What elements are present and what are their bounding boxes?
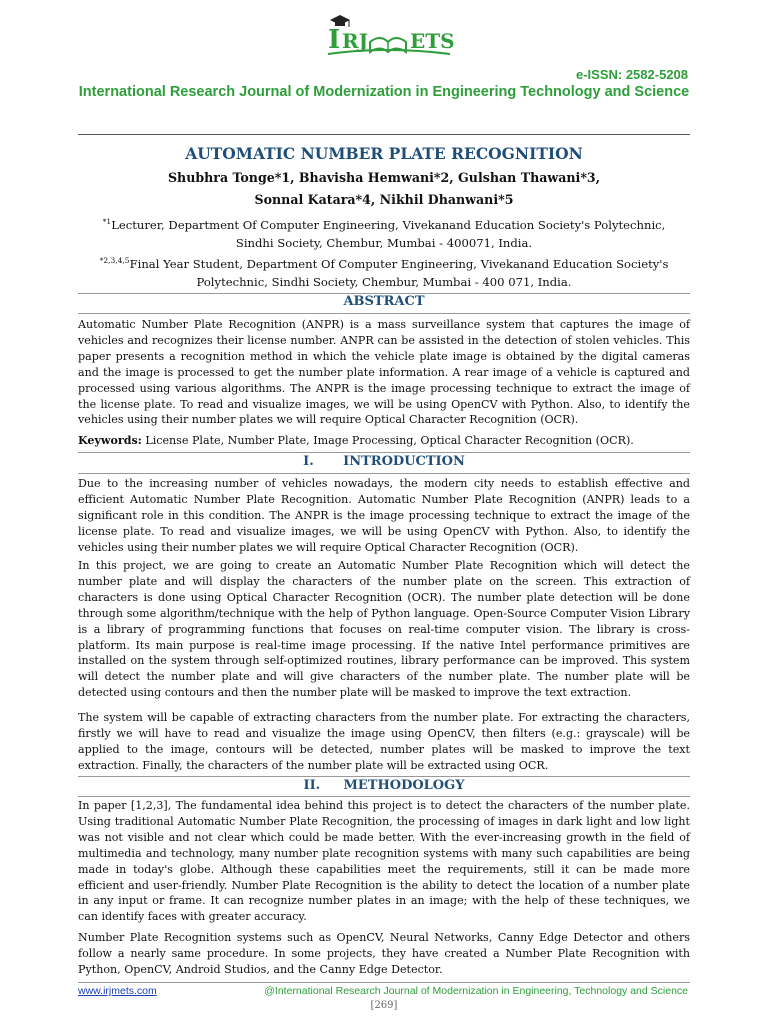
paper-title: AUTOMATIC NUMBER PLATE RECOGNITION	[185, 144, 583, 163]
method-paragraph-1: In paper [1,2,3], The fundamental idea behind this project is to detect the characters of the number plate. Using traditional Automatic Number Plate Recognition, the processing of images in dark light and low light was not visible and not clear which could be made better. With the ever-increasing growth in the field of multimedia and technology, many number plate recognition systems with many such capabilities are being made in today's globe. Although these capabilities meet the requirements, still it can be made more efficient and user-friendly. Number Plate Recognition is the ability to detect the location of a number plate in any input or frame. It can recognize number plates in an image; with the help of these techniques, we can identify faces with greater accuracy.	[78, 799, 690, 924]
abstract-text: Automatic Number Plate Recognition (ANPR) is a mass surveillance system that captures the image of vehicles and recognizes their license number. ANPR can be assisted in the detection of stolen vehicles. This paper presents a recognition method in which the vehicle plate image is obtained by the digital cameras and the image is processed to get the number plate information. A rear image of a vehicle is captured and processed using various algorithms. The ANPR is the image processing technique to extract the image of the license plate. To read and visualize images, we will be using OpenCV with Python. Also, to identify the vehicles using their number plates we will require Optical Character Recognition (OCR).	[78, 318, 690, 427]
journal-logo	[318, 12, 458, 60]
method-title: METHODOLOGY	[343, 778, 465, 793]
method-rule-top	[78, 776, 690, 777]
abstract-heading-rule	[78, 313, 690, 314]
method-heading	[0, 778, 768, 793]
authors-line-1: Shubhra Tonge*1, Bhavisha Hemwani*2, Gulshan Thawani*3,	[167, 170, 601, 185]
footer-divider	[78, 982, 690, 983]
keywords	[78, 433, 690, 449]
keywords-label: Keywords:	[78, 434, 142, 447]
affiliation-1-line-2: Sindhi Society, Chembur, Mumbai - 400071, India.	[235, 235, 533, 250]
authors-line-2: Sonnal Katara*4, Nikhil Dhanwani*5	[254, 192, 514, 207]
affiliation-2-line-1: Final Year Student, Department Of Computer Engineering, Vivekanand Education Society's	[129, 256, 669, 271]
intro-paragraph-2: In this project, we are going to create an Automatic Number Plate Recognition which will detect the number plate and will display the characters of the number plate on the screen. This extraction of characters is done using Optical Character Recognition (OCR). The number plate detection will be done through some algorithm/technique with the help of Python language. Open-Source Computer Vision Library is a library of programming functions that focuses on real-time computer vision. The library is cross-platform. Its main purpose is real-time image processing. If the native Intel performance primitives are installed on the system through self-optimized routines, library performance can be improved. This system will detect the number plate and will give characters of the number plate. The number plate will be detected using contours and then the number plate will be masked to improve the text extraction.	[78, 559, 690, 700]
method-number: II.	[303, 778, 321, 793]
intro-rule-bottom	[78, 473, 690, 474]
svg-text:RJ: RJ	[342, 29, 369, 53]
affiliation-2-line-2: Polytechnic, Sindhi Society, Chembur, Mumbai - 400 071, India.	[196, 274, 572, 289]
affiliation-1-marker: *1	[102, 217, 112, 226]
intro-number: I.	[303, 454, 314, 469]
affiliation-1-line-1: Lecturer, Department Of Computer Engineering, Vivekanand Education Society's Polytechnic,	[111, 217, 666, 232]
page-number: [269]	[370, 1000, 398, 1011]
svg-text:ETS: ETS	[410, 29, 455, 53]
intro-paragraph-3: The system will be capable of extracting characters from the number plate. For extracting the characters, firstly we will have to read and visualize the image using OpenCV, then filters (e.g.: grayscale) will be applied to the image, contours will be detected, number plates will be masked to improve the text extraction. Finally, the characters of the number plate will be extracted using OCR.	[78, 711, 690, 772]
footer-copyright: @International Research Journal of Modernization in Engineering, Technology and Science	[264, 985, 688, 997]
header-divider	[78, 134, 690, 135]
affiliation-1	[0, 213, 768, 252]
intro-heading	[0, 454, 768, 469]
intro-rule-top	[78, 452, 690, 453]
abstract-heading: ABSTRACT	[343, 294, 425, 309]
svg-text:I: I	[328, 25, 341, 55]
method-rule-bottom	[78, 796, 690, 797]
intro-paragraph-1: Due to the increasing number of vehicles nowadays, the modern city needs to establish effective and efficient Automatic Number Plate Recognition. Automatic Number Plate Recognition (ANPR) leads to a significant role in this condition. The ANPR is the image processing technique to extract the image of the license plate. To read and visualize images, we will be using OpenCV with Python. Also, to identify the vehicles using their number plates we will require Optical Character Recognition (OCR).	[78, 477, 690, 554]
intro-title: INTRODUCTION	[343, 454, 465, 469]
affiliation-2	[0, 252, 768, 291]
issn: e-ISSN: 2582-5208	[575, 67, 688, 82]
footer-url-link[interactable]: www.irjmets.com	[78, 985, 157, 997]
method-paragraph-2: Number Plate Recognition systems such as OpenCV, Neural Networks, Canny Edge Detector and others follow a nearly same procedure. In some projects, they have created a Number Plate Recognition with Python, OpenCV, Android Studios, and the Canny Edge Detector.	[78, 931, 690, 976]
affiliation-2-marker: *2,3,4,5	[99, 256, 130, 265]
journal-name: International Research Journal of Modernization in Engineering Technology and Science	[78, 84, 690, 100]
keywords-text: License Plate, Number Plate, Image Processing, Optical Character Recognition (OCR).	[141, 434, 634, 447]
